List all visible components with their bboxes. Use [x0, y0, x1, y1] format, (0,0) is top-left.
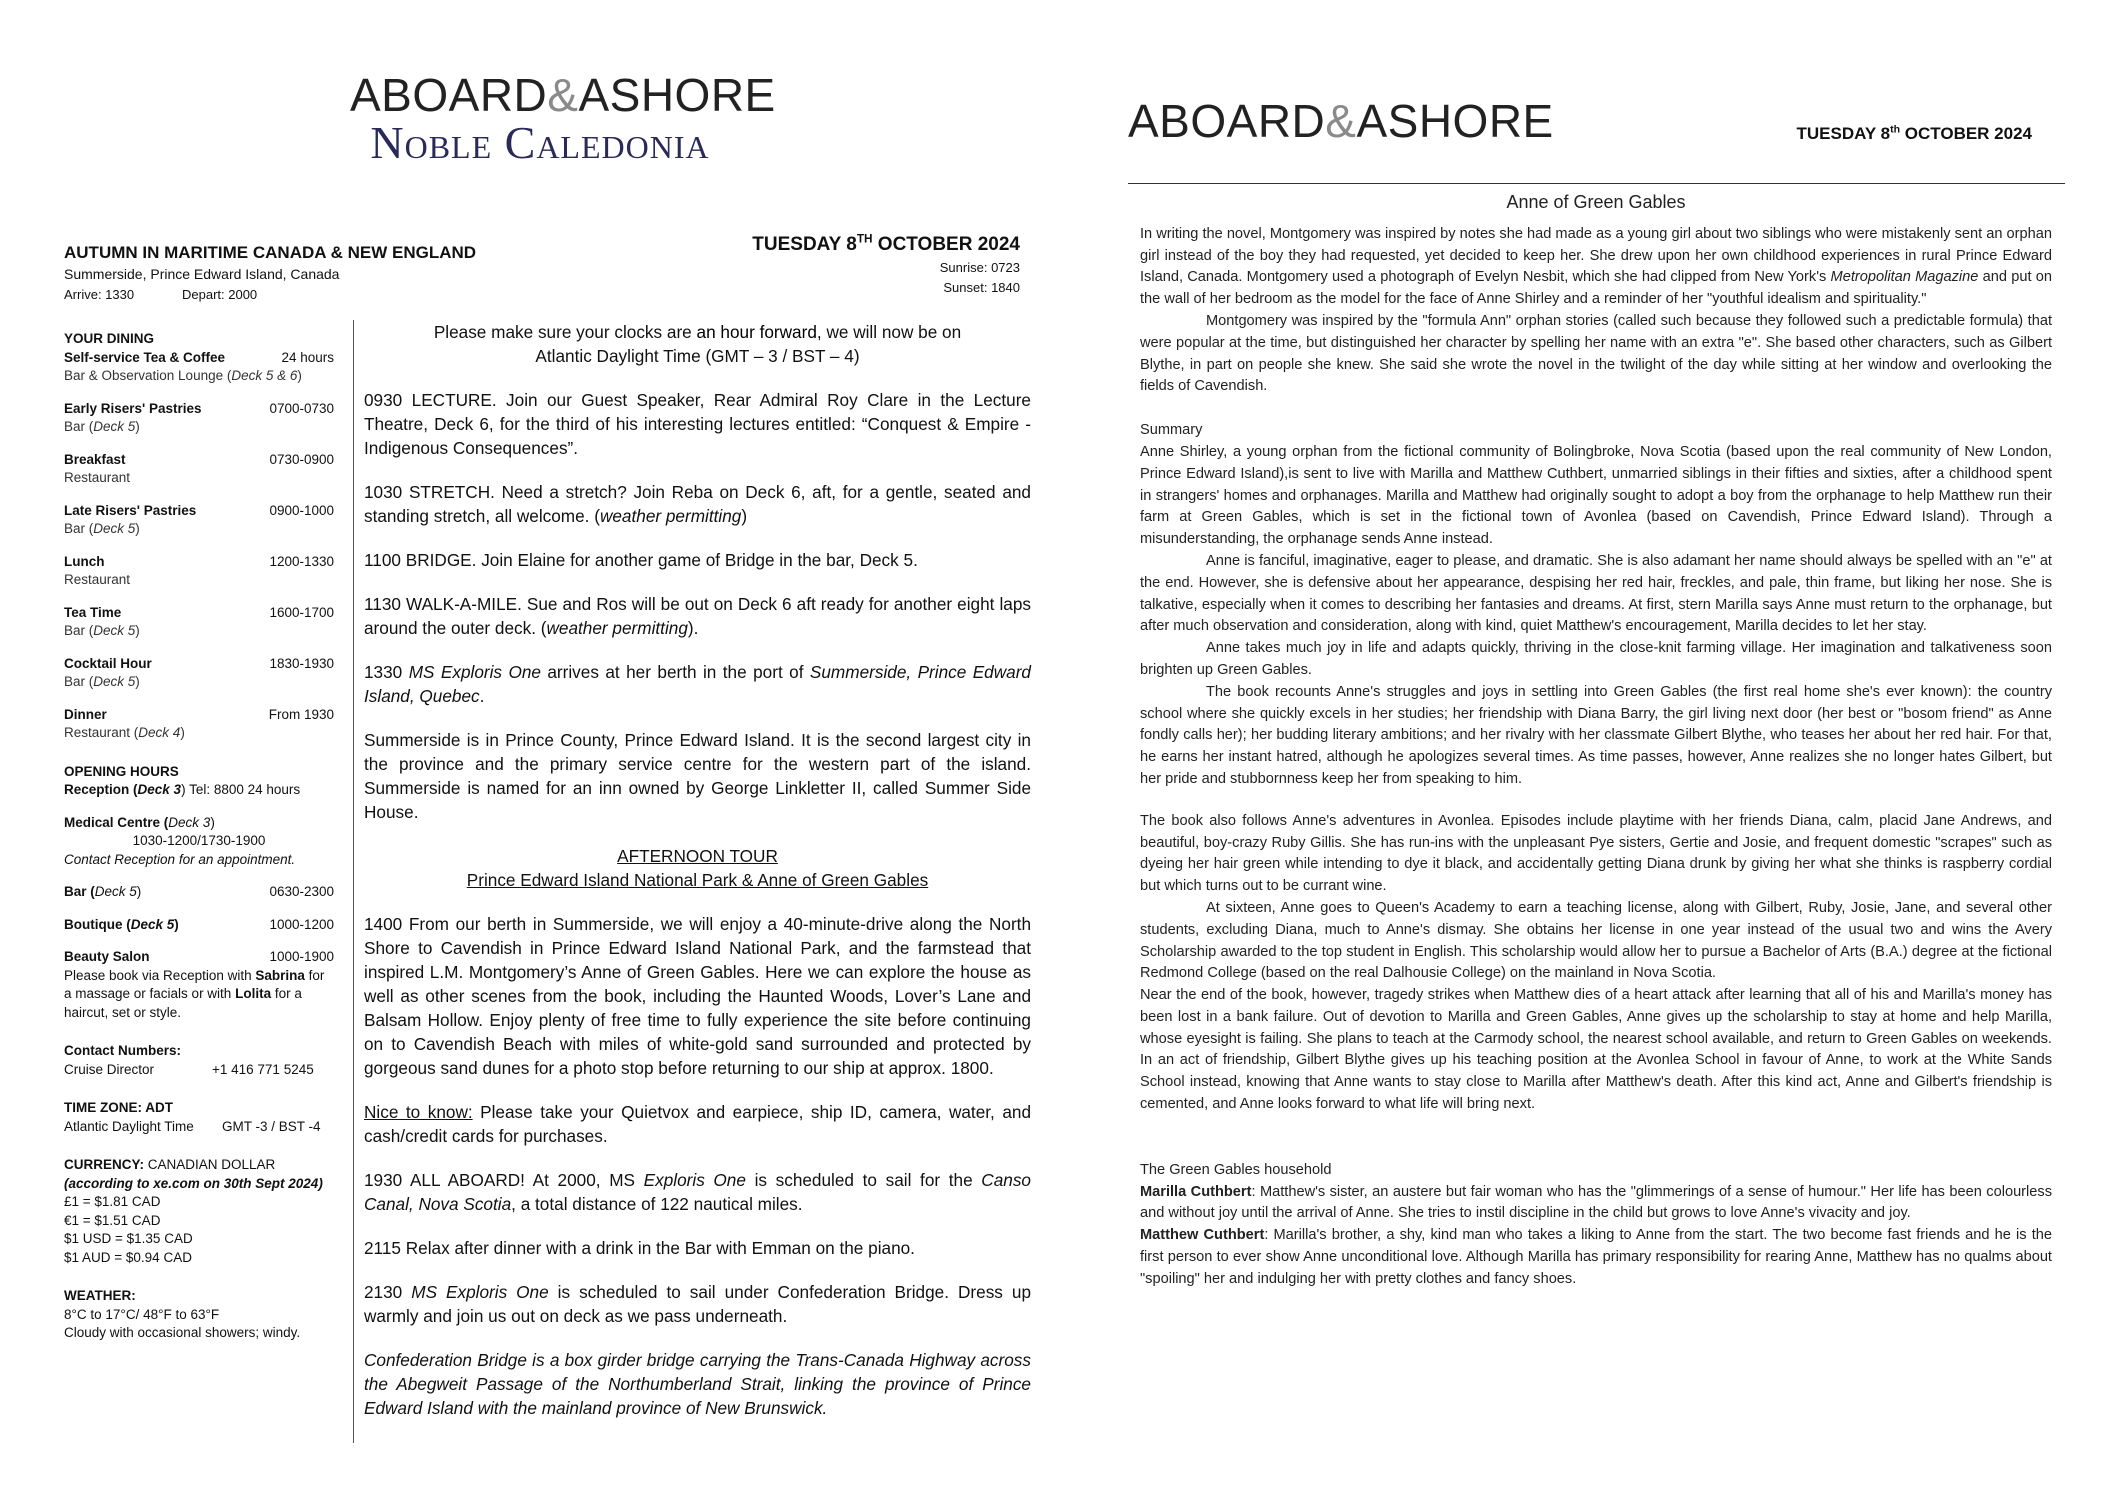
beauty-staff-lolita: Lolita	[235, 986, 272, 1001]
sunrise: Sunrise: 0723	[939, 260, 1020, 275]
character-matthew	[1140, 1225, 2052, 1290]
ship-name: MS Exploris One	[408, 662, 541, 682]
intro-text: In writing the novel, Montgomery was inspired by notes she had made as a young girl about two siblings who were mistakenly sent an orphan girl instead of the boy they had requested, yet decided to keep her. She drew upon her own childhood experiences in rural Prince Edward Island, Canada. Montgomery used a photograph of Evelyn Nesbit, which she had clipped from New York's	[1140, 225, 2052, 286]
article-paragraph: The book recounts Anne's struggles and joys in settling into Green Gables (the first real home she's ever known): the country school where she quickly excels in her studies; her friendship with Diana Barry, the girl living next door (her best or "bosom friend" as Anne fondly calls her); her budding literary ambitions; and her rivalry with her classmate Gilbert Blythe, who teases her about her red hair. For that, he earns her instant hatred, although he apologizes several times. As time passes, however, Anne realizes she no longer hates Gilbert, but her pride and stubbornness keep her from speaking to him.	[1140, 683, 2052, 787]
beauty-text: Please book via Reception with	[64, 967, 256, 983]
currency-label: CURRENCY:	[64, 1157, 144, 1172]
port-description-end: .	[413, 802, 419, 822]
medical-close: )	[210, 814, 215, 830]
dining-deck: Deck 4	[138, 725, 181, 740]
bar-hours	[64, 883, 334, 902]
character-marilla	[1140, 1182, 2052, 1226]
brand-word-ashore: ASHORE	[578, 69, 776, 121]
dining-place-close: )	[135, 419, 140, 434]
dining-time: 1600-1700	[269, 604, 334, 620]
brand-logo-right	[1128, 96, 1554, 146]
currency-heading	[64, 1156, 334, 1175]
summary-heading: Summary	[1140, 422, 1203, 439]
currency-note: (according to xe.com on 30th Sept 2024)	[64, 1175, 323, 1191]
column-divider	[353, 320, 354, 1443]
host-name: Elaine	[517, 550, 566, 570]
event-text: is scheduled to sail under	[548, 1282, 778, 1302]
dining-place: Bar (	[64, 623, 94, 638]
boutique-deck: Deck 5	[130, 916, 175, 932]
event-text: will be out on Deck 6 aft ready for another eight laps around the outer deck. (	[364, 594, 1031, 638]
company-logo: Noble Caledonia	[370, 117, 710, 168]
event-lecture	[364, 388, 1031, 460]
weather-desc: Cloudy with occasional showers; windy.	[64, 1325, 301, 1340]
dining-item	[64, 451, 334, 488]
dining-place-close: )	[135, 674, 140, 689]
contact-name: Cruise Director	[64, 1061, 155, 1077]
character-description: : Marilla's brother, a shy, kind man who takes a liking to Anne from the start. The two become fast friends and he is the first person to ever show Anne unconditional love. Although Marilla has primary responsibility for rearing Anne, Matthew has no qualms about "spoiling" her and indulging her with pretty clothes and fancy shoes.	[1140, 1227, 2052, 1287]
nice-to-know	[364, 1100, 1031, 1148]
bar-close: )	[136, 884, 142, 899]
beauty-time: 1000-1900	[269, 949, 334, 964]
depart-time: Depart: 2000	[182, 287, 258, 302]
date-suffix: TH	[856, 232, 873, 246]
dining-name: Cocktail Hour	[64, 655, 152, 671]
host-name: Emman	[751, 1238, 811, 1258]
reception-deck: Deck 3	[137, 782, 182, 797]
dining-item	[64, 502, 334, 539]
dining-item	[64, 706, 334, 743]
date-month-year: OCTOBER 2024	[877, 234, 1020, 255]
dining-time: 0730-0900	[269, 451, 334, 467]
port-description	[364, 728, 1031, 824]
dining-place: Bar (	[64, 674, 94, 689]
clock-notice-timezone: Atlantic Daylight Time (GMT – 3 / BST – 4)	[535, 346, 860, 366]
contact-phone: +1 416 771 5245	[212, 1061, 314, 1077]
event-tour	[364, 912, 1031, 1080]
event-text: arrives at her berth in the port of	[540, 662, 810, 682]
tour-heading: AFTERNOON TOUR	[617, 846, 778, 866]
dining-name: Self-service Tea & Coffee	[64, 349, 226, 365]
port-name: Summerside, Prince Edward Island, Quebec	[364, 662, 1031, 706]
timezone-name: Atlantic Daylight Time	[64, 1118, 194, 1134]
article-paragraph: At sixteen, Anne goes to Queen's Academy to earn a teaching license, along with Gilbert, Ruby, Josie, Jane, and several other students, excluding Diana, much to Anne's dismay. She obtains her license in one year instead of the usual two and wins the Avery Scholarship awarded to the top student in English. This scholarship would allow her to pursue a Bachelor of Arts (B.A.) degree at the fictional Redmond College (based on the real Dalhousie College) on the mainland in Nova Scotia.	[1140, 899, 2052, 982]
contact-row	[64, 1061, 334, 1080]
character-name: Matthew Cuthbert	[1140, 1227, 1265, 1244]
boutique-hours	[64, 916, 334, 935]
intro-text-2: and put on the wall of her bedroom as the model for the face of Anne Shirley and a reminder of her "youthful idealism and spirituality."	[1140, 269, 2053, 308]
medical-deck: Deck 3	[168, 814, 211, 830]
timezone-row	[64, 1118, 334, 1137]
weather-note: weather permitting	[546, 618, 688, 638]
currency-rate: £1 = $1.81 CAD	[64, 1194, 161, 1209]
article-paragraph: Anne Shirley, a young orphan from the fictional community of Bolingbroke, Nova Scotia (based upon the real community of New London, Prince Edward Island),is sent to live with Marilla and Matthew Cuthbert, unmarried siblings in their fifties and sixties, after a childhood spent in strangers' homes and orphanages. Marilla and Matthew had originally sought to adopt a boy from the orphanage to help Matthew run their farm at Green Gables, which is set in the fictional town of Avonlea (based on Cavendish, Prince Edward Island). Through a misunderstanding, the orphanage sends Anne instead.	[1140, 443, 2052, 548]
dining-place: Bar (	[64, 419, 94, 434]
article-title: Anne of Green Gables	[1506, 192, 1686, 212]
dining-place: Bar (	[64, 521, 94, 536]
event-title: BRIDGE.	[405, 550, 477, 570]
date-heading-left	[700, 234, 1020, 256]
brand-ampersand: &	[547, 69, 579, 121]
dining-name: Tea Time	[64, 604, 122, 620]
brand-word-aboard: ABOARD	[350, 69, 548, 121]
beauty-text-3: for a haircut, set or style.	[64, 986, 302, 1020]
dining-name: Lunch	[64, 553, 105, 569]
dining-place: Restaurant (	[64, 725, 139, 740]
beauty-text-2: for a massage or facials or with	[64, 967, 325, 1001]
sunset: Sunset: 1840	[943, 280, 1020, 295]
ship-name: MS Exploris One	[411, 1282, 549, 1302]
dining-name: Breakfast	[64, 451, 126, 467]
inn-name: Summer Side House	[364, 778, 1031, 822]
medical-label: Medical Centre (	[64, 814, 169, 830]
event-text-2: on Deck 6, aft, for a gentle, seated and standing stretch, all welcome. (	[364, 482, 1031, 526]
tour-name: Prince Edward Island National Park & Anne of Green Gables	[466, 870, 929, 890]
brand-logo-left	[350, 69, 776, 121]
event-title: LECTURE.	[411, 390, 497, 410]
article-paragraph: Anne is fanciful, imaginative, eager to please, and dramatic. She is also adamant her name should always be spelled with an "e" at the end. However, she is defensive about her appearance, despising her red hair, freckles, and pale, thin frame, but liking her nose. She is talkative, especially when it comes to describing her fantasies and dreams. At first, stern Marilla says Anne must return to the orphanage, but after much observation and consideration, along with kind, quiet Matthew's encouragement, Marilla decides to let her stay.	[1140, 552, 2052, 635]
bridge-description: Confederation Bridge is a box girder bridge carrying the Trans-Canada Highway across the Abegweit Passage of the Northumberland Strait, linking the province of Prince Edward Island with the mainland province of New Brunswick.	[364, 1350, 1031, 1418]
dining-place: Restaurant	[64, 572, 131, 587]
port-description-text: Summerside is in Prince County, Prince Edward Island. It is the second largest city in the province and the primary service centre for the western part of the island. Summerside is named for an inn owned by George Linkletter II, called	[364, 730, 1031, 798]
event-end: ).	[687, 618, 699, 638]
dining-place-close: )	[180, 725, 185, 740]
nice-to-know-text: Please take your Quietvox and earpiece, ship ID, camera, water, and cash/credit cards for purchases.	[364, 1102, 1032, 1146]
article-anne-of-green-gables	[1140, 192, 2052, 1291]
clock-notice-text-2: , we will now be on	[816, 322, 962, 342]
dining-time: 0700-0730	[269, 400, 334, 416]
date-month-year: OCTOBER 2024	[1904, 124, 2032, 143]
boutique-close: )	[174, 916, 179, 932]
dining-place-close: )	[135, 623, 140, 638]
arrive-time: Arrive: 1330	[64, 287, 135, 302]
brand-word-aboard: ABOARD	[1128, 95, 1326, 147]
event-time: 2115	[364, 1238, 401, 1258]
dining-item	[64, 553, 334, 590]
event-time: 1030	[364, 482, 403, 502]
event-text: ALL ABOARD! At	[402, 1170, 558, 1190]
dining-time: 24 hours	[281, 349, 334, 365]
timezone-heading: TIME ZONE: ADT	[64, 1100, 173, 1115]
beauty-staff-sabrina: Sabrina	[255, 967, 305, 983]
info-sidebar	[64, 330, 334, 1343]
clock-notice-emphasis: an hour forward	[696, 322, 817, 342]
currency-name: CANADIAN DOLLAR	[144, 1157, 276, 1172]
dining-item	[64, 400, 334, 437]
date-weekday: TUESDAY	[752, 234, 841, 255]
event-text-3: is scheduled to sail for the	[745, 1170, 982, 1190]
event-confederation-bridge	[364, 1280, 1031, 1328]
reception-hours	[64, 781, 334, 800]
event-text-4: , a total distance of 122 nautical miles.	[511, 1194, 803, 1214]
event-text: Join our Guest Speaker, Rear Admiral Roy Clare in the Lecture Theatre, Deck 6, for the third of his interesting lectures entitled: “	[364, 390, 1031, 434]
household-heading: The Green Gables household	[1140, 1161, 1332, 1178]
beauty-label: Beauty Salon	[64, 949, 150, 964]
event-text: From our berth in Summerside, we will enjoy a 40-minute-drive along the North Shore to Cavendish in Prince Edward Island National Park, and the farmstead that inspired L.M. Montgomery’s Anne of Green Gables. Here we can explore the house as well as other scenes from the book, including the Haunted Woods, Lover’s Lane and Balsam Hollow. Enjoy plenty of free time to fully experience the site before continuing on to Cavendish Beach with miles of white-gold sand surrounded and protected by gorgeous sand dunes for a photo stop before returning to our ship at approx.	[364, 914, 1031, 1078]
event-text-2: . Dress up warmly and join us out on deck as we pass underneath.	[364, 1282, 1032, 1326]
weather-note: weather permitting	[599, 506, 742, 526]
event-title: WALK-A-MILE.	[406, 594, 522, 614]
event-arrival	[364, 660, 1031, 708]
currency-rate: €1 = $1.51 CAD	[64, 1212, 161, 1228]
event-piano	[364, 1236, 1031, 1260]
bar-label: Bar (	[64, 884, 95, 899]
dining-place-close: )	[297, 368, 302, 383]
article-paragraph: The book also follows Anne's adventures in Avonlea. Episodes include playtime with her friends Diana, calm, placid Jane Andrews, and beautiful, boy-crazy Ruby Gillis. She has run-ins with the unpleasant Pye sisters, Gertie and Josie, and frequent domestic "scrapes" such as dyeing her hair green while intending to dye it black, and accidentally getting Diana drunk by giving her what she thinks is raspberry cordial but which turns out to be currant wine.	[1140, 812, 2052, 895]
event-walk	[364, 592, 1031, 640]
weather-temp: 8°C to 17°C/ 48°F to 63°F	[64, 1306, 220, 1322]
brand-ampersand: &	[1325, 95, 1357, 147]
dining-item	[64, 349, 334, 386]
event-time: 0930	[364, 390, 403, 410]
event-bridge	[364, 548, 1031, 572]
dining-item	[64, 604, 334, 641]
medical-note: Contact Reception for an appointment.	[64, 851, 296, 867]
character-name: Marilla Cuthbert	[1140, 1183, 1252, 1200]
event-text: Join	[476, 550, 518, 570]
dining-time: 0900-1000	[269, 502, 334, 518]
medical-centre	[64, 814, 334, 870]
event-time: 1400	[364, 914, 403, 934]
article-paragraph: Montgomery was inspired by the "formula Ann" orphan stories (called such because they followed such a predictable formula) that were popular at the time, but distinguished her character by spelling her name with an extra "e". She based other characters, such as Gilbert Blythe, in part on people she knew. She said she wrote the novel in the twilight of the day while sitting at her window and overlooking the fields of Cavendish.	[1140, 312, 2052, 395]
event-time: 1100	[364, 550, 401, 570]
bar-time: 0630-2300	[269, 884, 334, 899]
reception-label: Reception (	[64, 782, 138, 797]
date-weekday: TUESDAY	[1796, 124, 1876, 143]
article-paragraph: Near the end of the book, however, tragedy strikes when Matthew dies of a heart attack after learning that all of his and Marilla's money has been lost in a bank failure. Out of devotion to Marilla and Green Gables, Anne gives up the scholarship to stay at home and help Marilla, whose eyesight is failing. She plans to teach at the Carmody school, the nearest school available, and return to Green Gables on weekends. In an act of friendship, Gilbert Blythe gives up his teaching position at the Avonlea School in favour of Anne, to work at the White Sands School instead, knowing that Anne wants to stay close to Marilla after Matthew's death. After this kind act, Anne and Gilbert's friendship is cemented, and Anne looks forward to what life will bring next.	[1140, 987, 2052, 1113]
event-end: .	[988, 1058, 994, 1078]
character-description: : Matthew's sister, an austere but fair woman who has the "glimmerings of a sense of humour." Her life has been colourless and without joy until the arrival of Anne. She tries to instil discipline in the child but grows to love Anne's vivacity and joy.	[1140, 1183, 2052, 1222]
dining-name: Early Risers' Pastries	[64, 400, 202, 416]
dining-place: Bar & Observation Lounge (	[64, 368, 232, 383]
dining-deck: Deck 5	[93, 521, 136, 536]
event-time: 1130	[364, 594, 401, 614]
event-end: .	[479, 686, 485, 706]
ship-name: Exploris One	[643, 1170, 746, 1190]
trip-times	[64, 287, 257, 302]
trip-location: Summerside, Prince Edward Island, Canada	[64, 266, 340, 282]
reception-tel: ) Tel: 8800 24 hours	[181, 782, 301, 797]
clock-notice-text: Please make sure your clocks are	[433, 322, 697, 342]
dining-deck: Deck 5	[93, 674, 136, 689]
event-time: 1330	[364, 662, 403, 682]
dining-time: 1830-1930	[269, 655, 334, 671]
currency-rate: $1 USD = $1.35 CAD	[64, 1231, 193, 1246]
date-day: 8	[1880, 124, 1891, 143]
dining-place: Restaurant	[64, 470, 131, 485]
magazine-name: Metropolitan Magazine	[1830, 269, 1979, 286]
dining-heading: YOUR DINING	[64, 331, 155, 346]
date-heading-right	[1797, 124, 2033, 144]
dining-name: Late Risers' Pastries	[64, 502, 197, 518]
event-text: Need a stretch? Join	[494, 482, 672, 502]
dining-deck: Deck 5 & 6	[231, 368, 298, 383]
destination-name: Canso Canal, Nova Scotia	[364, 1170, 1031, 1214]
event-text-2: on the piano.	[810, 1238, 915, 1258]
event-end: ”.	[567, 438, 579, 458]
event-text: Relax after dinner with a drink in the Bar with	[400, 1238, 752, 1258]
dining-item	[64, 655, 334, 692]
clock-notice	[364, 320, 1031, 368]
date-suffix: th	[1890, 123, 1901, 136]
event-time: 1930	[364, 1170, 403, 1190]
date-day: 8	[846, 234, 857, 255]
bar-deck: Deck 5	[94, 884, 137, 899]
dining-place-close: )	[135, 521, 140, 536]
lecture-title: Conquest & Empire - Indigenous Consequences	[364, 414, 1032, 458]
event-all-aboard	[364, 1168, 1031, 1216]
dining-deck: Deck 5	[93, 419, 136, 434]
currency-rate: $1 AUD = $0.94 CAD	[64, 1249, 192, 1265]
beauty-salon	[64, 948, 334, 1022]
event-stretch	[364, 480, 1031, 528]
dining-time: 1200-1330	[269, 553, 334, 569]
event-end: )	[741, 506, 748, 526]
host-name: Reba	[671, 482, 713, 502]
medical-times: 1030-1200/1730-1900	[132, 833, 266, 848]
event-text-2: for another game of Bridge in the bar, Deck 5.	[565, 550, 918, 570]
dining-name: Dinner	[64, 706, 107, 722]
weather-heading: WEATHER:	[64, 1288, 136, 1303]
event-time: 2130	[364, 1282, 403, 1302]
nice-to-know-label: Nice to know:	[364, 1102, 473, 1122]
event-title: STRETCH.	[408, 482, 495, 502]
article-paragraph: Anne takes much joy in life and adapts quickly, thriving in the close-knit farming village. Her imagination and talkativeness soon brighten up Green Gables.	[1140, 640, 2052, 678]
article-paragraph	[1140, 224, 2052, 311]
brand-word-ashore: ASHORE	[1356, 95, 1554, 147]
timezone-value: GMT -3 / BST -4	[222, 1118, 321, 1134]
contact-heading: Contact Numbers:	[64, 1043, 182, 1058]
return-time: 1800	[950, 1058, 989, 1078]
trip-title: AUTUMN IN MARITIME CANADA & NEW ENGLAND	[64, 243, 477, 262]
event-text-2: , MS	[595, 1170, 644, 1190]
header-rule	[1128, 183, 2065, 184]
dining-deck: Deck 5	[93, 623, 136, 638]
opening-hours-heading: OPENING HOURS	[64, 763, 179, 779]
bridge-name: Confederation Bridge	[777, 1282, 945, 1302]
sail-time: 2000	[557, 1170, 596, 1190]
dining-time: From 1930	[268, 706, 334, 722]
daily-programme	[364, 320, 1031, 1420]
boutique-time: 1000-1200	[269, 916, 334, 932]
host-name: Sue and Ros	[521, 594, 627, 614]
boutique-label: Boutique (	[64, 916, 131, 932]
